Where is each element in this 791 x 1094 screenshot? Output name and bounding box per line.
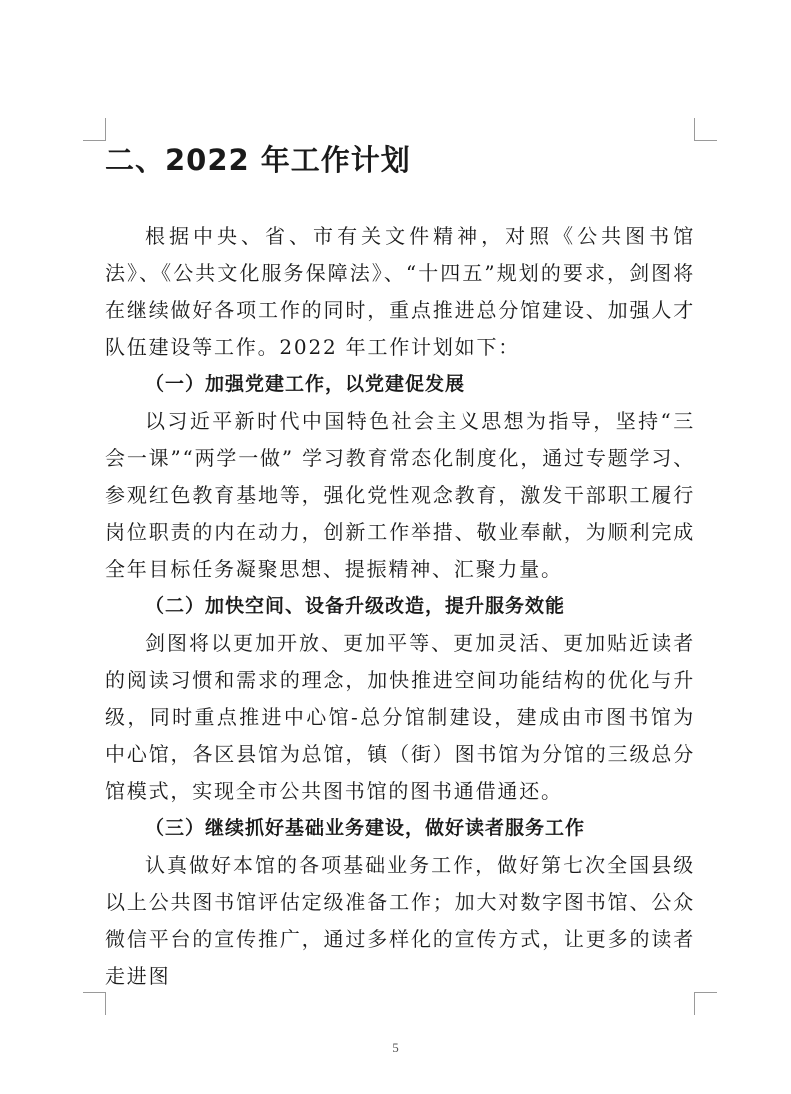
section-heading-1: （一）加强党建工作，以党建促发展 (145, 373, 466, 395)
page-number: 5 (392, 1040, 399, 1055)
crop-mark-top-left (83, 118, 106, 141)
section-body-1: 以习近平新时代中国特色社会主义思想为指导，坚持“三会一课”“两学一做” 学习教育常态化制度化，通过专题学习、参观红色教育基地等，强化党性观念教育，激发干部职工履行岗位职责的内在动力，创新工作举措、敬业奉献，为顺利完成全年目标任务凝聚思想、提振精神、汇聚力量。 (105, 409, 695, 581)
section-body-3: 认真做好本馆的各项基础业务工作，做好第七次全国县级以上公共图书馆评估定级准备工作；加大对数字图书馆、公众微信平台的宣传推广，通过多样化的宣传方式，让更多的读者走进图 (105, 853, 695, 988)
document-body (105, 140, 695, 995)
crop-mark-top-right (694, 118, 717, 141)
section-heading-2: （二）加快空间、设备升级改造，提升服务效能 (145, 595, 566, 617)
section-body-2: 剑图将以更加开放、更加平等、更加灵活、更加贴近读者的阅读习惯和需求的理念，加快推进空间功能结构的优化与升级，同时重点推进中心馆-总分馆制建设，建成由市图书馆为中心馆，各区县馆为总馆，镇（街）图书馆为分馆的三级总分馆模式，实现全市公共图书馆的图书通借通还。 (105, 631, 695, 803)
page-title: 二、2022 年工作计划 (105, 143, 411, 177)
section-heading-3: （三）继续抓好基础业务建设，做好读者服务工作 (145, 817, 586, 839)
crop-mark-bottom-right (694, 992, 717, 1015)
intro-paragraph: 根据中央、省、市有关文件精神，对照《公共图书馆法》、《公共文化服务保障法》、“十四五”规划的要求，剑图将在继续做好各项工作的同时，重点推进总分馆建设、加强人才队伍建设等工作。2022 年工作计划如下： (105, 224, 695, 359)
crop-mark-bottom-left (83, 992, 106, 1015)
